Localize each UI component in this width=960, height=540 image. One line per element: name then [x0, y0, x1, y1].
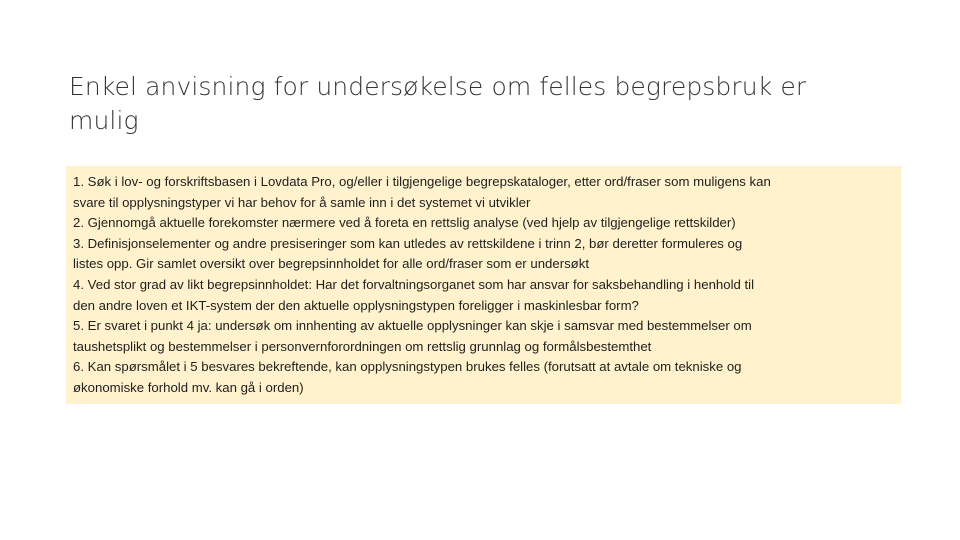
step-1-line-2: svare til opplysningstyper vi har behov for å samle inn i det systemet vi utvikler	[73, 194, 531, 210]
step-6-line-2: økonomiske forhold mv. kan gå i orden)	[73, 379, 304, 395]
step-6-line-1: 6. Kan spørsmålet i 5 besvares bekreftende, kan opplysningstypen brukes felles (forutsatt at avtale om tekniske og	[73, 359, 742, 375]
step-3-line-1: 3. Definisjonselementer og andre presiseringer som kan utledes av rettskildene i trinn 2, bør deretter formuleres og	[73, 235, 743, 251]
instruction-text-box	[66, 166, 901, 404]
step-3-line-2: listes opp. Gir samlet oversikt over begrepsinnholdet for alle ord/fraser som er undersøkt	[73, 256, 589, 272]
step-4-line-2: den andre loven et IKT-system der den aktuelle opplysningstypen foreligger i maskinlesbar form?	[73, 297, 639, 313]
step-4-line-1: 4. Ved stor grad av likt begrepsinnholdet: Har det forvaltningsorganet som har ansvar for saksbehandling i henhold til	[73, 276, 755, 292]
slide-title: Enkel anvisning for undersøkelse om felles begrepsbruk er mulig	[69, 72, 807, 135]
step-1-line-1: 1. Søk i lov- og forskriftsbasen i Lovdata Pro, og/eller i tilgjengelige begrepskataloger, etter ord/fraser som muligens kan	[73, 174, 771, 189]
step-5-line-1: 5. Er svaret i punkt 4 ja: undersøk om innhenting av aktuelle opplysninger kan skje i samsvar med bestemmelser om	[73, 318, 752, 334]
step-5-line-2: taushetsplikt og bestemmelser i personvernforordningen om rettslig grunnlag og formålsbestemthet	[73, 338, 652, 354]
step-2-line-1: 2. Gjennomgå aktuelle forekomster nærmere ved å foreta en rettslig analyse (ved hjelp av tilgjengelige rettskilder)	[73, 215, 736, 231]
